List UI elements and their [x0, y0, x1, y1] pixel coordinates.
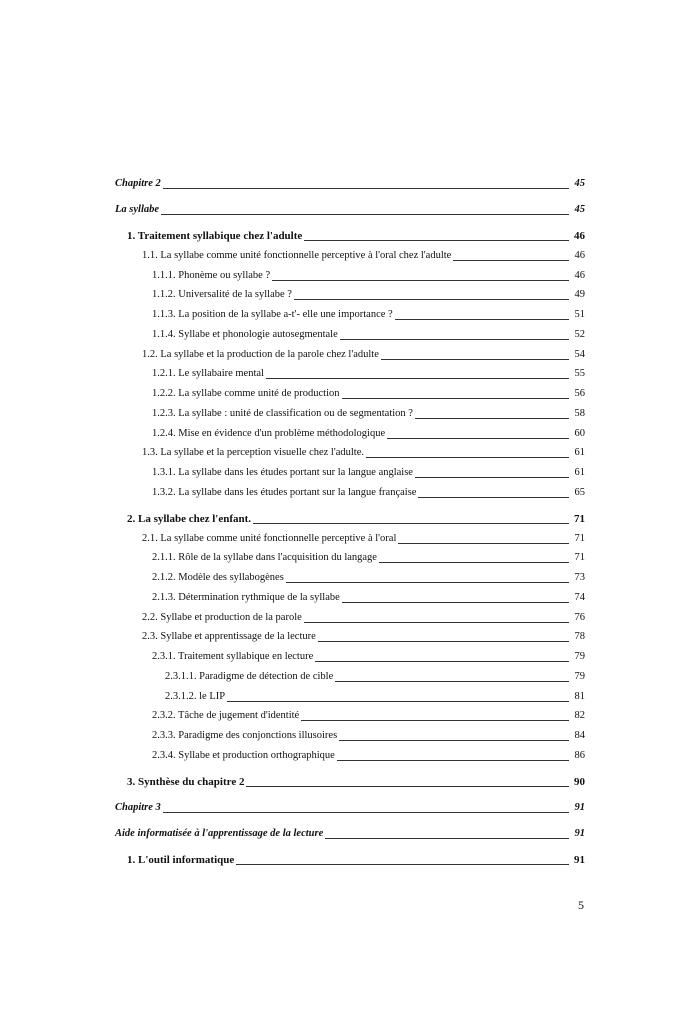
- toc-entry-label: Aide informatisée à l'apprentissage de la lecture: [115, 827, 324, 839]
- toc-entry[interactable]: [115, 305, 585, 325]
- toc-entry[interactable]: [115, 365, 585, 385]
- toc-entry-label: Chapitre 2: [115, 178, 161, 189]
- toc-entry-page: 84: [574, 730, 585, 741]
- toc-entry[interactable]: [115, 325, 585, 345]
- toc-entry-label: La syllabe: [115, 204, 160, 215]
- toc-entry[interactable]: [115, 220, 585, 246]
- toc-entry[interactable]: [115, 463, 585, 483]
- toc-leader-line: [415, 476, 569, 478]
- toc-leader-line: [301, 719, 569, 721]
- toc-entry-label: 2.1.1. Rôle de la syllabe dans l'acquisition du langage: [152, 552, 377, 564]
- toc-entry-page: 46: [574, 269, 585, 281]
- toc-leader-line: [395, 318, 569, 320]
- toc-entry-label: 2.1.2. Modèle des syllabogènes: [152, 572, 284, 583]
- toc-leader-line: [340, 338, 569, 340]
- toc-leader-line: [272, 279, 569, 281]
- toc-entry-label: 2.3. Syllabe et apprentissage de la lecture: [142, 631, 316, 643]
- toc-entry[interactable]: [115, 404, 585, 424]
- toc-entry-page: 45: [574, 178, 585, 189]
- toc-leader-line: [236, 863, 569, 865]
- toc-entry[interactable]: [115, 384, 585, 404]
- toc-entry-label: 1.1.3. La position de la syllabe a-t'- elle une importance ?: [152, 309, 393, 320]
- toc-entry-page: 71: [574, 532, 585, 544]
- toc-entry-label: 2.3.1.2. le LIP: [165, 690, 226, 702]
- toc-leader-line: [318, 640, 569, 642]
- toc-leader-line: [315, 660, 569, 662]
- toc-entry-label: 1.3. La syllabe et la perception visuelle chez l'adulte.: [142, 447, 365, 459]
- toc-entry-label: Chapitre 3: [115, 801, 161, 813]
- toc-entry[interactable]: [115, 707, 585, 727]
- toc-entry[interactable]: [115, 588, 585, 608]
- toc-entry-page: 74: [574, 591, 585, 603]
- toc-entry-page: 82: [574, 710, 585, 722]
- toc-entry[interactable]: [115, 424, 585, 444]
- toc-entry[interactable]: [115, 168, 585, 194]
- toc-entry[interactable]: [115, 766, 585, 792]
- toc-entry-page: 79: [574, 670, 585, 682]
- toc-entry[interactable]: [115, 726, 585, 746]
- toc-leader-line: [161, 213, 569, 215]
- toc-entry[interactable]: [115, 628, 585, 648]
- toc-entry-label: 2.1. La syllabe comme unité fonctionnelle perceptive à l'oral: [142, 532, 397, 544]
- toc-entry[interactable]: [115, 549, 585, 569]
- toc-entry[interactable]: [115, 746, 585, 766]
- page-number: 5: [578, 898, 584, 912]
- toc-entry-label: 1.2.1. Le syllabaire mental: [152, 368, 264, 380]
- toc-entry-label: 1.2.4. Mise en évidence d'un problème méthodologique: [152, 427, 386, 439]
- toc-entry-label: 1.2.2. La syllabe comme unité de production: [152, 388, 340, 399]
- toc-leader-line: [227, 700, 569, 702]
- toc-entry-page: 58: [574, 407, 585, 419]
- toc-entry-page: 61: [574, 467, 585, 478]
- toc-leader-line: [337, 759, 569, 761]
- toc-leader-line: [453, 259, 569, 261]
- toc-entry-label: 2.2. Syllabe et production de la parole: [142, 611, 302, 623]
- toc-entry-page: 78: [574, 631, 585, 643]
- toc-entry-label: 2. La syllabe chez l'enfant.: [127, 512, 252, 525]
- toc-entry[interactable]: [115, 444, 585, 464]
- toc-leader-line: [246, 785, 569, 787]
- toc-leader-line: [266, 377, 569, 379]
- toc-entry-label: 2.3.4. Syllabe et production orthographique: [152, 749, 335, 761]
- toc-entry-label: 2.3.2. Tâche de jugement d'identité: [152, 710, 300, 722]
- toc-entry-label: 2.3.3. Paradigme des conjonctions illusoires: [152, 730, 338, 741]
- toc-entry[interactable]: [115, 568, 585, 588]
- toc-entry-label: 1.2.3. La syllabe : unité de classification ou de segmentation ?: [152, 407, 413, 419]
- toc-entry-page: 52: [574, 328, 585, 340]
- toc-entry-page: 49: [574, 289, 585, 301]
- toc-entry[interactable]: [115, 687, 585, 707]
- toc-entry-label: 2.1.3. Détermination rythmique de la syllabe: [152, 591, 340, 603]
- toc-entry-label: 2.3.1. Traitement syllabique en lecture: [152, 651, 314, 662]
- toc-leader-line: [339, 739, 569, 741]
- toc-leader-line: [398, 542, 569, 544]
- toc-entry-page: 73: [574, 572, 585, 583]
- toc-entry[interactable]: [115, 483, 585, 503]
- toc-leader-line: [286, 581, 569, 583]
- toc-entry[interactable]: [115, 194, 585, 220]
- toc-entry-label: 1.3.1. La syllabe dans les études portant sur la langue anglaise: [152, 467, 413, 478]
- toc-entry-label: 1.3.2. La syllabe dans les études portant sur la langue française: [152, 486, 417, 498]
- toc-leader-line: [294, 298, 569, 300]
- toc-entry[interactable]: [115, 647, 585, 667]
- toc-entry[interactable]: [115, 503, 585, 529]
- toc-entry-page: 46: [574, 230, 585, 242]
- toc-entry[interactable]: [115, 246, 585, 266]
- toc-entry-page: 55: [574, 368, 585, 380]
- toc-leader-line: [342, 601, 569, 603]
- toc-entry-page: 71: [574, 512, 585, 525]
- toc-entry[interactable]: [115, 286, 585, 306]
- toc-entry-page: 91: [574, 801, 585, 813]
- toc-entry-label: 1.1. La syllabe comme unité fonctionnelle perceptive à l'oral chez l'adulte: [142, 249, 452, 261]
- toc-entry-page: 86: [574, 749, 585, 761]
- toc-leader-line: [387, 437, 569, 439]
- toc-entry-page: 60: [574, 427, 585, 439]
- toc-entry-page: 91: [574, 853, 585, 866]
- toc-leader-line: [163, 187, 569, 189]
- toc-leader-line: [253, 522, 569, 524]
- toc-entry-page: 90: [574, 775, 585, 788]
- toc-entry-label: 1. L'outil informatique: [127, 853, 235, 866]
- toc-entry-label: 1.1.1. Phonème ou syllabe ?: [152, 269, 271, 281]
- toc-entry-page: 91: [574, 827, 585, 839]
- toc-leader-line: [304, 239, 569, 241]
- toc-leader-line: [366, 456, 569, 458]
- toc-entry-page: 54: [574, 348, 585, 360]
- toc-entry-page: 79: [574, 651, 585, 662]
- toc-leader-line: [163, 811, 569, 813]
- toc-entry-page: 61: [574, 447, 585, 459]
- toc-leader-line: [415, 417, 569, 419]
- toc-entry-label: 1.2. La syllabe et la production de la parole chez l'adulte: [142, 348, 379, 360]
- toc-entry-page: 51: [574, 309, 585, 320]
- toc-entry-label: 1.1.2. Universalité de la syllabe ?: [152, 289, 292, 301]
- toc-leader-line: [335, 680, 569, 682]
- toc-entry-page: 71: [574, 552, 585, 564]
- toc-entry[interactable]: [115, 345, 585, 365]
- table-of-contents: [115, 168, 585, 870]
- toc-leader-line: [304, 621, 569, 623]
- toc-entry-page: 76: [574, 611, 585, 623]
- toc-entry-label: 1. Traitement syllabique chez l'adulte: [127, 230, 303, 242]
- toc-leader-line: [342, 397, 570, 399]
- toc-entry[interactable]: [115, 266, 585, 286]
- toc-entry[interactable]: [115, 844, 585, 870]
- toc-entry[interactable]: [115, 818, 585, 844]
- toc-entry-page: 46: [574, 249, 585, 261]
- toc-entry-label: 3. Synthèse du chapitre 2: [127, 775, 245, 788]
- toc-entry-page: 65: [574, 486, 585, 498]
- toc-entry-label: 2.3.1.1. Paradigme de détection de cible: [165, 670, 334, 682]
- toc-entry[interactable]: [115, 667, 585, 687]
- toc-leader-line: [381, 358, 569, 360]
- toc-leader-line: [325, 837, 569, 839]
- toc-entry-label: 1.1.4. Syllabe et phonologie autosegmentale: [152, 328, 338, 340]
- toc-leader-line: [379, 561, 569, 563]
- toc-entry[interactable]: [115, 608, 585, 628]
- toc-entry[interactable]: [115, 792, 585, 818]
- toc-entry-page: 81: [574, 690, 585, 702]
- toc-leader-line: [418, 496, 569, 498]
- toc-entry[interactable]: [115, 529, 585, 549]
- toc-entry-page: 45: [574, 204, 585, 215]
- toc-entry-page: 56: [574, 388, 585, 399]
